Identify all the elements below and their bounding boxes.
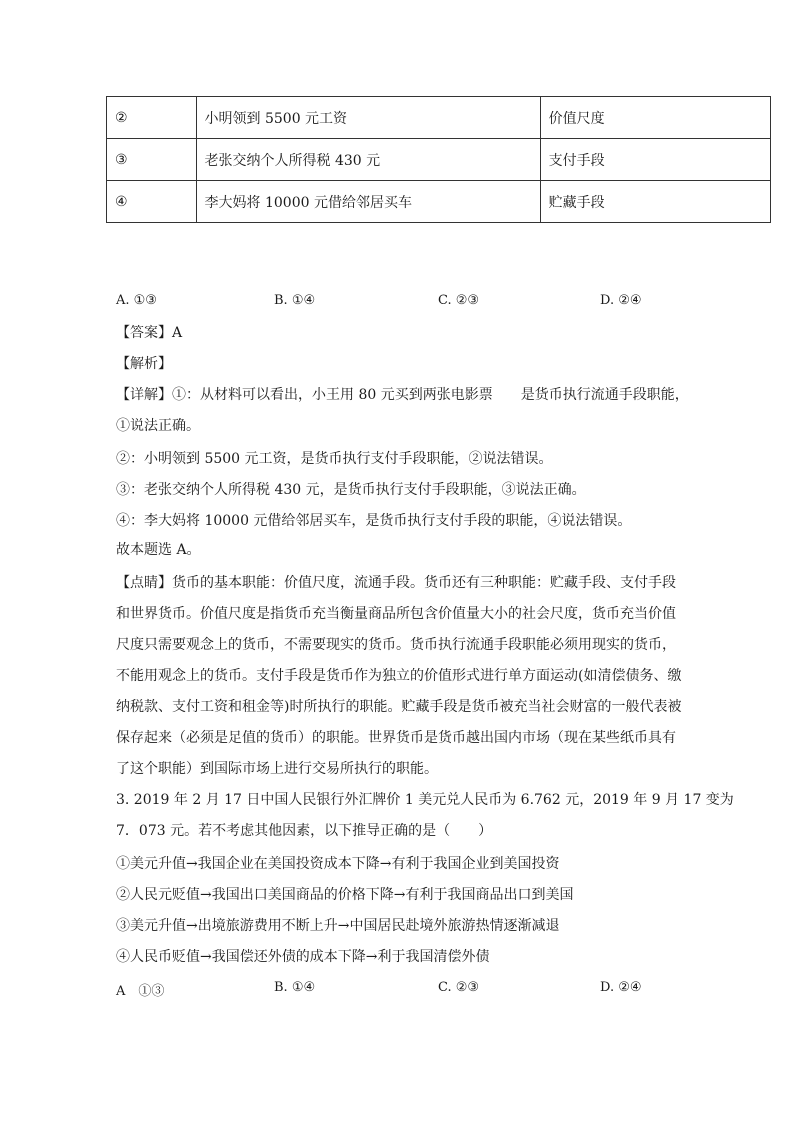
option-d: D. ②④: [600, 293, 642, 308]
option-d: D. ②④: [600, 980, 642, 995]
tip-line: 不能用观念上的货币。支付手段是货币作为独立的价值形式进行单方面运动(如清偿债务、缴: [116, 668, 682, 684]
detail-line: ④：李大妈将 10000 元借给邻居买车，是货币执行支付手段的职能，④说法错误。: [116, 513, 632, 529]
detail-line: 【详解】①：从材料可以看出，小王用 80 元买到两张电影票 是货币执行流通手段职能，: [116, 387, 689, 403]
detail-line: ③：老张交纳个人所得税 430 元，是货币执行支付手段职能，③说法正确。: [116, 482, 586, 498]
row-event: 李大妈将 10000 元借给邻居买车: [196, 181, 540, 223]
tip-line: 和世界货币。价值尺度是指货币充当衡量商品所包含价值量大小的社会尺度，货币充当价值: [116, 606, 676, 622]
row-function: 贮藏手段: [540, 181, 770, 223]
row-event: 小明领到 5500 元工资: [196, 97, 540, 139]
tip-line: 【点睛】货币的基本职能：价值尺度，流通手段。货币还有三种职能：贮藏手段、支付手段: [116, 575, 676, 591]
option-c: C. ②③: [438, 293, 480, 308]
choice-item: ④人民币贬值→我国偿还外债的成本下降→利于我国清偿外债: [116, 949, 490, 965]
money-function-table: [106, 96, 771, 223]
question-stem: 3. 2019 年 2 月 17 日中国人民银行外汇牌价 1 美元兑人民币为 6.762 元，2019 年 9 月 17 变为: [116, 792, 734, 808]
tip-line: 纳税款、支付工资和租金等)时所执行的职能。贮藏手段是货币被充当社会财富的一般代表被: [116, 699, 682, 715]
choice-item: ③美元升值→出境旅游费用不断上升→中国居民赴境外旅游热情逐渐减退: [116, 918, 560, 934]
choice-item: ②人民元贬值→我国出口美国商品的价格下降→有利于我国商品出口到美国: [116, 887, 574, 903]
row-event: 老张交纳个人所得税 430 元: [196, 139, 540, 181]
analysis-heading: 【解析】: [116, 356, 172, 372]
row-number: ③: [107, 139, 197, 181]
table-row: [107, 97, 771, 139]
tip-line: 了这个职能）到国际市场上进行交易所执行的职能。: [116, 761, 438, 777]
row-number: ②: [107, 97, 197, 139]
question-stem: 7．073 元。若不考虑其他因素，以下推导正确的是（ ）: [116, 823, 493, 839]
table-row: [107, 139, 771, 181]
tip-line: 尺度只需要观念上的货币，不需要现实的货币。货币执行流通手段职能必须用现实的货币，: [116, 637, 676, 653]
option-c: C. ②③: [438, 980, 480, 995]
row-function: 价值尺度: [540, 97, 770, 139]
detail-line: ②：小明领到 5500 元工资，是货币执行支付手段职能，②说法错误。: [116, 451, 553, 467]
row-number: ④: [107, 181, 197, 223]
q3-options: [116, 980, 676, 1000]
option-a: A ①③: [116, 984, 165, 999]
option-b: B. ①④: [274, 293, 316, 308]
choice-item: ①美元升值→我国企业在美国投资成本下降→有利于我国企业到美国投资: [116, 856, 560, 872]
table-row: [107, 181, 771, 223]
q2-options: [116, 293, 676, 313]
option-a: A. ①③: [116, 293, 157, 308]
answer-line: 【答案】A: [116, 325, 183, 341]
tip-line: 保存起来（必须是足值的货币）的职能。世界货币是货币越出国内市场（现在某些纸币具有: [116, 730, 676, 746]
conclusion-line: 故本题选 A。: [116, 542, 201, 558]
option-b: B. ①④: [274, 980, 316, 995]
row-function: 支付手段: [540, 139, 770, 181]
detail-line: ①说法正确。: [116, 418, 200, 434]
